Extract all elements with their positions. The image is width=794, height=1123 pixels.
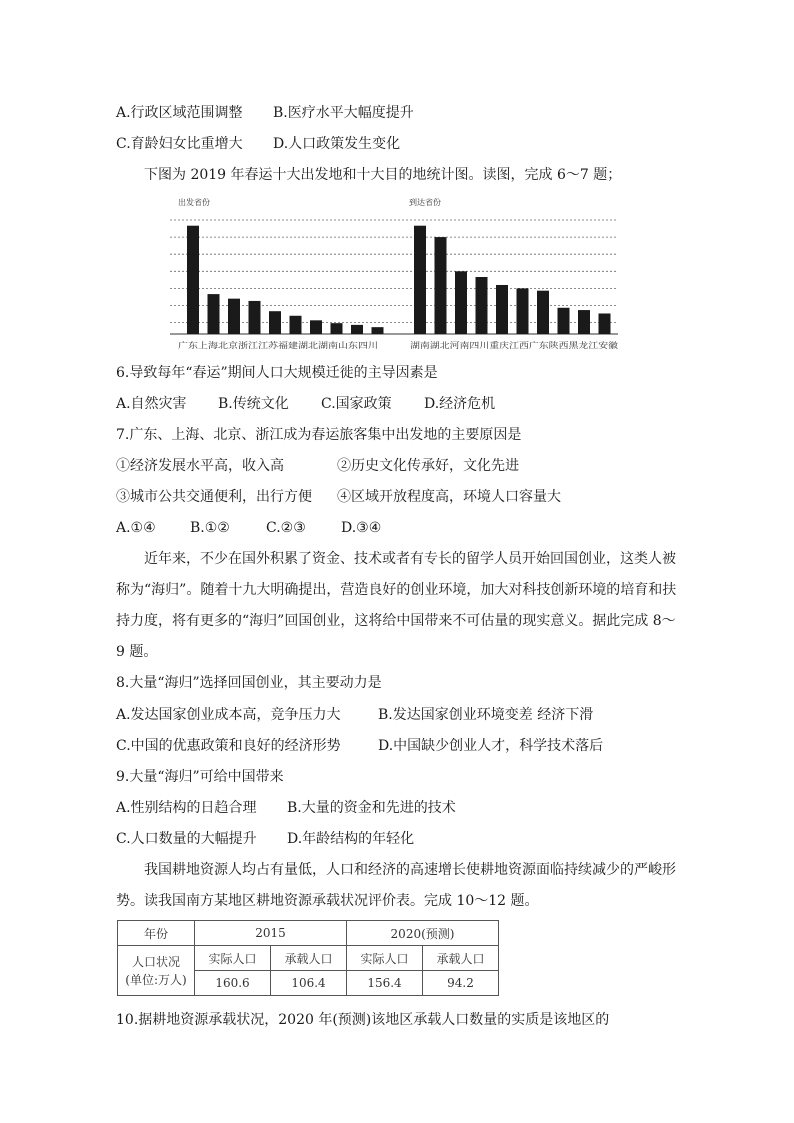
q5-option-c: C.育龄妇女比重增大 bbox=[116, 136, 243, 152]
departure-bar-四川 bbox=[372, 327, 384, 334]
arrival-bar-广东 bbox=[537, 291, 549, 334]
arrival-bar-安徽 bbox=[599, 313, 611, 334]
q6-option-d: D.经济危机 bbox=[424, 396, 496, 412]
q5-option-d: D.人口政策发生变化 bbox=[273, 136, 401, 152]
arrival-bar-湖北 bbox=[435, 237, 447, 334]
table-2015-actual-header: 实际人口 bbox=[195, 946, 271, 971]
departure-bar-山东 bbox=[351, 325, 363, 334]
passage-8-9-line-3: 持力度，将有更多的“海归”回国创业，这将给中国带来不可估量的现实意义。据此完成 8～ bbox=[116, 613, 676, 629]
q9-stem: 9.大量“海归”可给中国带来 bbox=[116, 769, 284, 785]
q8-option-b: B.发达国家创业环境变差 经济下滑 bbox=[378, 707, 594, 723]
arrival-bar-黑龙江 bbox=[578, 310, 590, 334]
q8-option-a: A.发达国家创业成本高，竞争压力大 bbox=[116, 707, 341, 723]
arrival-bar-湖南 bbox=[414, 226, 426, 334]
departure-bar-湖南 bbox=[331, 323, 343, 334]
departure-bar-上海 bbox=[208, 294, 220, 334]
departure-bar-广东 bbox=[187, 226, 199, 334]
spring-travel-chart bbox=[166, 194, 626, 356]
q9-option-a: A.性别结构的日趋合理 bbox=[116, 800, 257, 816]
q7-option-c: C.②③ bbox=[266, 520, 306, 536]
passage-8-9-line-4: 9 题。 bbox=[116, 644, 158, 660]
q8-option-c: C.中国的优惠政策和良好的经济形势 bbox=[116, 738, 341, 754]
carrying-capacity-table bbox=[117, 920, 499, 996]
q7-option-d: D.③④ bbox=[341, 520, 382, 536]
passage-10-12-line-1: 我国耕地资源人均占有量低，人口和经济的高速增长使耕地资源面临持续减少的严峻形 bbox=[144, 862, 676, 878]
table-row-label-line-1: 人口状况 bbox=[131, 954, 180, 969]
q7-option-a: A.①④ bbox=[116, 520, 156, 536]
table-2015-capacity-header: 承载人口 bbox=[271, 946, 347, 971]
q7-stem: 7.广东、上海、北京、浙江成为春运旅客集中出发地的主要原因是 bbox=[116, 427, 522, 443]
table-year-2020: 2020(预测) bbox=[347, 921, 499, 946]
arrival-bars bbox=[414, 226, 611, 334]
x-labels-arrival: 湖南湖北河南四川重庆江西广东陕西黑龙江安徽 bbox=[410, 341, 578, 350]
q9-option-b: B.大量的资金和先进的技术 bbox=[287, 800, 456, 816]
departure-bar-江苏 bbox=[269, 311, 281, 334]
arrival-bar-重庆 bbox=[496, 285, 508, 334]
q6-option-c: C.国家政策 bbox=[321, 396, 392, 412]
table-row-label-line-2: (单位:万人) bbox=[125, 972, 187, 987]
table-year-header: 年份 bbox=[118, 921, 195, 946]
q6-option-a: A.自然灾害 bbox=[116, 396, 187, 412]
left-panel-title: 出发省份 bbox=[178, 198, 210, 207]
passage-10-12-line-2: 势。读我国南方某地区耕地资源承载状况评价表。完成 10～12 题。 bbox=[116, 893, 539, 909]
table-2015-capacity-value: 106.4 bbox=[271, 971, 347, 996]
q6-option-b: B.传统文化 bbox=[218, 396, 289, 412]
departure-bar-福建 bbox=[290, 316, 302, 334]
passage-8-9-line-1: 近年来，不少在国外积累了资金、技术或者有专长的留学人员开始回国创业，这类人被 bbox=[144, 551, 676, 567]
q7-statement-4: ④区域开放程度高，环境人口容量大 bbox=[337, 489, 561, 505]
arrival-bar-四川 bbox=[476, 277, 488, 334]
table-row-label bbox=[118, 946, 195, 996]
arrival-bar-陕西 bbox=[558, 308, 570, 334]
table-2020-actual-value: 156.4 bbox=[347, 971, 423, 996]
q7-option-b: B.①② bbox=[190, 520, 230, 536]
q5-option-b: B.医疗水平大幅度提升 bbox=[273, 105, 414, 121]
q9-option-d: D.年龄结构的年轻化 bbox=[287, 831, 415, 847]
q8-stem: 8.大量“海归”选择回国创业，其主要动力是 bbox=[116, 675, 382, 691]
arrival-bar-河南 bbox=[455, 271, 467, 334]
departure-bar-北京 bbox=[228, 299, 240, 334]
table-2020-capacity-header: 承载人口 bbox=[423, 946, 499, 971]
departure-bar-湖北 bbox=[310, 320, 322, 334]
table-2020-capacity-value: 94.2 bbox=[423, 971, 499, 996]
table-2015-actual-value: 160.6 bbox=[195, 971, 271, 996]
table-2020-actual-header: 实际人口 bbox=[347, 946, 423, 971]
departure-bar-浙江 bbox=[249, 301, 261, 334]
q7-statement-2: ②历史文化传承好，文化先进 bbox=[337, 458, 519, 474]
right-panel-title: 到达省份 bbox=[409, 198, 441, 207]
departure-bars bbox=[187, 226, 384, 334]
intro-6-7: 下图为 2019 年春运十大出发地和十大目的地统计图。读图，完成 6～7 题； bbox=[144, 167, 622, 183]
x-labels-departure: 广东上海北京浙江江苏福建湖北湖南山东四川 bbox=[178, 341, 338, 350]
q7-statement-3: ③城市公共交通便利，出行方便 bbox=[116, 489, 312, 505]
q10-stem: 10.据耕地资源承载状况，2020 年(预测)该地区承载人口数量的实质是该地区的 bbox=[116, 1012, 610, 1028]
q8-option-d: D.中国缺少创业人才，科学技术落后 bbox=[378, 738, 604, 754]
passage-8-9-line-2: 称为“海归”。随着十九大明确提出，营造良好的创业环境，加大对科技创新环境的培育和扶 bbox=[116, 582, 677, 598]
q5-option-a: A.行政区域范围调整 bbox=[116, 105, 243, 121]
q6-stem: 6.导致每年“春运”期间人口大规模迁徙的主导因素是 bbox=[116, 365, 438, 381]
q9-option-c: C.人口数量的大幅提升 bbox=[116, 831, 257, 847]
table-year-2015: 2015 bbox=[195, 921, 347, 946]
q7-statement-1: ①经济发展水平高，收入高 bbox=[116, 458, 284, 474]
arrival-bar-江西 bbox=[517, 288, 529, 334]
